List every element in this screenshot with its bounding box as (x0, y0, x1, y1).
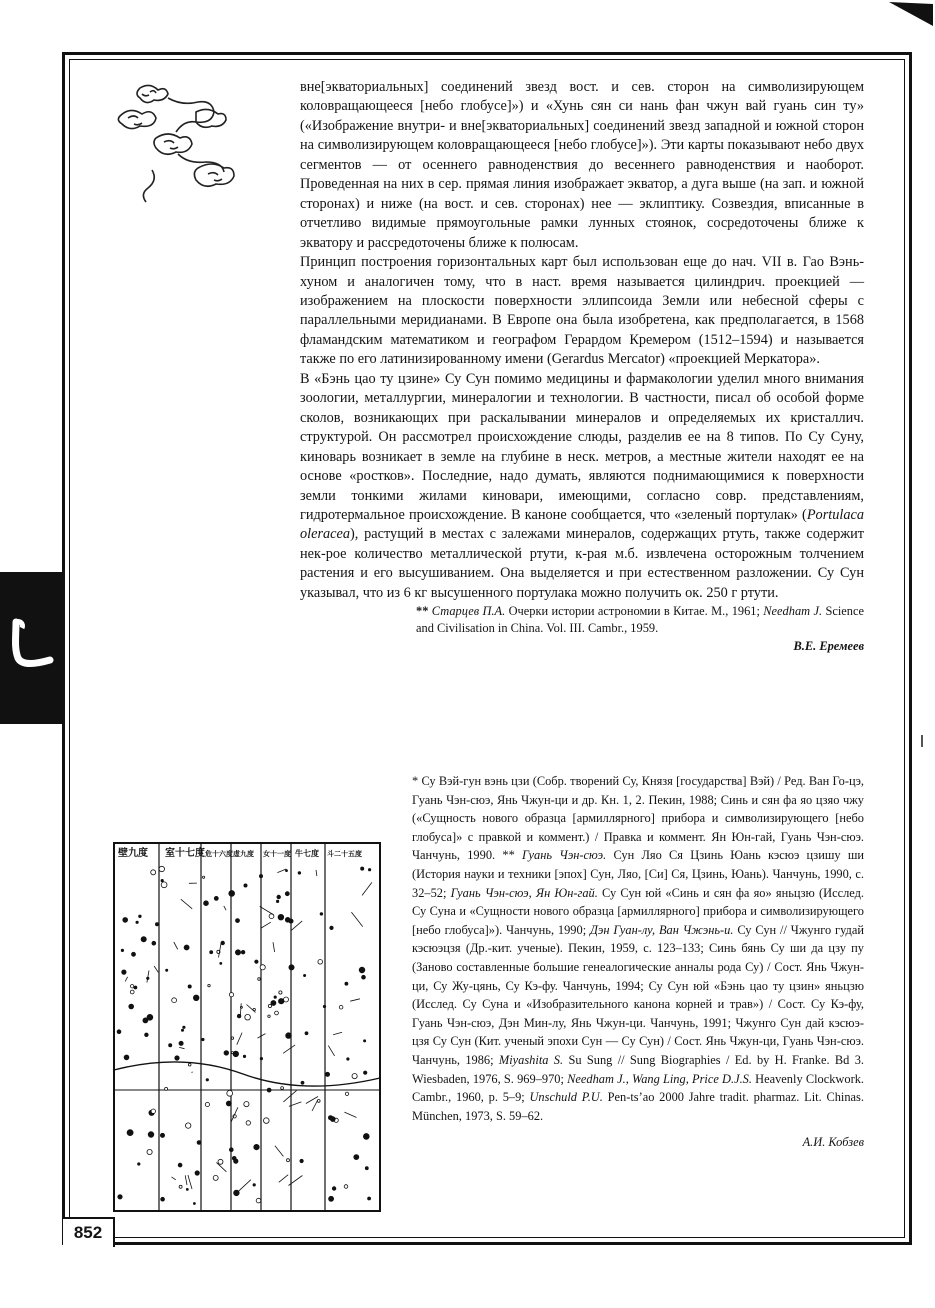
star-dot (213, 1175, 218, 1180)
section-letter-icon (6, 614, 58, 674)
star-dot (320, 913, 323, 916)
star-dot (347, 1058, 349, 1060)
star-dot (259, 875, 262, 878)
star-dot (365, 1167, 368, 1170)
star-dot (276, 900, 278, 902)
star-dot (224, 1051, 229, 1056)
star-dot (124, 1055, 129, 1060)
paragraph-3-part-1: В «Бэнь цао ту цзине» Су Сун помимо медицины и фармакологии уделил много внимания зоологии, металлургии, минералогии и технологии. В частности, писал об особой форме сколов, возникающих при раскалывании минералов и определяемых их кристаллич. структурой. Он рассмотрел происхождение слюды, разделив ее на 8 типов. По Су Суну, киноварь возникает в земле на глубине в неск. метров, а местные жители находят ее на основе «ростков». Последние, надо думать, являются поднимающимися к поверхности земли тонкими жилами киновари, имеющими, согласно совр. представлениям, гидротермальное происхождение. В каноне сообщается, что «зеленый портулак» ( (300, 370, 864, 523)
bib-seg-5: Дэн Гуан-лу, Ван Чжэнь-и. (590, 922, 734, 937)
star-dot (178, 1163, 182, 1167)
star-dot (253, 1184, 255, 1186)
star-dot (218, 1159, 223, 1164)
star-dot (287, 1159, 290, 1162)
column-header-1: 壁九度 (118, 848, 148, 859)
star-dot (148, 1132, 154, 1138)
star-dot (160, 1133, 164, 1137)
star-dot (332, 1187, 336, 1191)
bib-seg-12: Pen-ts’ao 2000 Jahre tradit. pharmaz. Lit. Chinas. München, 1973, S. 59–62. (412, 1090, 864, 1123)
star-dot (254, 1144, 259, 1149)
star-dot (245, 1014, 251, 1020)
star-dot (195, 1171, 199, 1175)
paragraph-1: вне[экваториальных] соединений звезд вост. и сев. сторон на символизирующем коловращающееся [небо глобусе]») и «Хунь сян си нань фан чжун вай гуань син ту» («Изображение внутри- и вне[экваториальных] соединений звезд западной и южной сторон на символизирующем коловращающееся [небо глобусе]»). Эти карты показывают небо двух сегментов — от осеннего равноденствия до весеннего равноденствия и наоборот. Проведенная на них в сер. прямая линия изображает экватор, а дуга выше (на зап. и южной сторонах) и ниже (на вост. и сев. сторонах) нее — эклиптику. Созвездия, вписанные в отчетливо видимые прямоугольные рамки лунных стоянок, сосредоточены ближе к экватору и рассредоточены ближе к полюсам. (300, 79, 864, 251)
star-dot (235, 950, 240, 955)
edge-tick (921, 735, 923, 747)
star-dot (246, 1121, 250, 1125)
star-dot (127, 1130, 133, 1136)
latin-species-name: Portulaca oleracea (300, 506, 864, 543)
star-dot (231, 1052, 233, 1054)
star-dot (145, 1033, 149, 1037)
star-dot (210, 951, 213, 954)
star-dot (152, 941, 156, 945)
star-dot (208, 984, 210, 986)
column-header-2: 室十七度 (165, 848, 205, 859)
star-dot (278, 914, 284, 920)
star-dot (123, 918, 128, 923)
star-dot (345, 1092, 348, 1095)
star-dot (138, 1163, 140, 1165)
references (300, 603, 864, 637)
star-dot (186, 1123, 191, 1128)
star-dot (264, 1118, 270, 1124)
star-dot (285, 892, 289, 896)
star-dot (300, 1159, 303, 1162)
bib-seg-0: * Су Вэй-гун вэнь цзи (Собр. творений Су, Князя [государства] Вэй) / Ред. Ван Го-цэ, Гуань Чэн-сюэ, Янь Чжун-ци и др. Кн. 1, 2. Пекин, 1988; Синь и сян фа яо цзяо чжу («Сущность нового образца [армиллярного] прибора и символизирующего [небо глобуса]» с правкой и коммент.) / Правка и коммент. Ян Юн-гай, Гуань Чэн-сюэ. Чанчунь, 1990. ** (412, 774, 864, 863)
bib-seg-7: Miyashita S. (498, 1052, 564, 1067)
star-dot (236, 919, 240, 923)
paragraph-2: Принцип построения горизонтальных карт был использован еще до нач. VII в. Гао Вэнь-хуном и аналогичен тому, что в наст. время называется цилиндрич. проекцией — изображением на плоскости поверхности эллипсоида Земли или небесной сферы с параллельными меридианами. В Европе она была изобретена, как предполагается, в 1568 фламандским математиком и географом Герардом Кремером (1512–1594) и называется также по его латинизированному имени (Gerardus Mercator) «проекцией Меркатора». (300, 254, 864, 368)
star-dot (184, 945, 189, 950)
bib-seg-4: Су Сун юй «Синь и сян фа яо» яньцзю (Исслед. Су Суна и «Сущности нового образца [армиллярного] прибора и символизирующего [небо глобуса]»). Чанчунь, 1990; (412, 885, 864, 937)
bib-seg-1: Гуань Чэн-сюэ. (522, 848, 607, 863)
bib-seg-2: Сун Ляо Ся Цзинь Юань кэсюэ цзишу ши (История науки и техники [эпох] Сун, Ляо, [Си] Ся, Цзинь, Юань). Чанчунь, 1990, с. 32–52; (412, 848, 864, 900)
paragraph-3-part-2: ), растущий в местах с залежами минералов, содержащих ртуть, также содержит нек-рое количество металлической ртути, к-рая м.б. извлечена осторожным толчением растения и его высушиванием. Она выделяется и при естественном разложении. Су Сун указывал, что из 6 кг высушенного портулака можно получить ок. 250 г ртути. (300, 526, 864, 601)
star-dot (298, 872, 301, 875)
star-dot (181, 1029, 183, 1031)
star-dot (188, 985, 191, 988)
star-dot (368, 869, 370, 871)
star-dot (204, 901, 209, 906)
star-dot (169, 1044, 172, 1047)
star-dot (268, 1015, 270, 1017)
star-map-illustration (113, 842, 381, 1212)
star-dot (244, 1102, 249, 1107)
star-dot (161, 882, 167, 888)
star-dot (205, 1102, 209, 1106)
column-header-6: 牛七度 (295, 848, 319, 858)
paragraph-3 (300, 370, 864, 603)
star-dot (277, 895, 281, 899)
star-dot (330, 926, 333, 929)
article-body (300, 78, 864, 655)
star-dot (301, 1081, 304, 1084)
star-dot (354, 1155, 359, 1160)
star-dot (220, 962, 222, 964)
star-dot (161, 879, 163, 881)
star-dot (130, 985, 133, 988)
bibliography-signature: А.И. Кобзев (802, 1135, 864, 1150)
star-dot (268, 1004, 271, 1007)
star-dot (325, 1072, 329, 1076)
star-dot (286, 1033, 292, 1039)
star-dot (330, 1117, 335, 1122)
star-dot (256, 1198, 261, 1203)
star-dot (279, 999, 284, 1004)
bib-seg-10: Heavenly Clockwork. Cambr., 1960, p. 5–9; (412, 1071, 864, 1105)
star-dot (229, 1148, 233, 1152)
column-header-3: 危十六度 (205, 849, 233, 858)
star-dot (117, 1030, 121, 1034)
star-dot (229, 993, 233, 997)
star-dot (166, 969, 168, 971)
star-dot (359, 967, 365, 973)
star-dot (132, 952, 136, 956)
star-dot (159, 866, 164, 871)
bib-seg-9: Needham J., Wang Ling, Price D.J.S. (567, 1071, 752, 1086)
star-dot (179, 1041, 183, 1045)
star-dot (323, 1005, 325, 1007)
star-dot (179, 1185, 182, 1188)
star-dot (275, 1011, 279, 1015)
star-dot (362, 975, 366, 979)
star-dot (122, 970, 126, 974)
star-dot (175, 1056, 179, 1060)
star-dot (271, 1001, 276, 1006)
star-dot (226, 1101, 231, 1106)
star-dot (318, 960, 323, 965)
star-dot (368, 1197, 371, 1200)
star-dot (155, 923, 158, 926)
ref-text-2: Science and Civilisation in China. Vol. III. Cambr., 1959. (416, 604, 864, 636)
star-dot (352, 1074, 357, 1079)
star-dot (233, 1051, 239, 1057)
star-dot (364, 1040, 366, 1042)
page-number: 852 (63, 1217, 115, 1247)
star-dot (227, 1090, 233, 1096)
star-dot (229, 891, 235, 897)
column-header-5: 女十一度 (263, 849, 291, 858)
star-dot (172, 998, 177, 1003)
column-header-4: 虚九度 (233, 849, 254, 858)
star-dot (143, 1018, 148, 1023)
article-signature: В.Е. Еремеев (793, 639, 864, 654)
star-dot (255, 960, 258, 963)
star-dot (363, 1134, 369, 1140)
star-dot (243, 1055, 245, 1057)
star-dot (161, 1197, 165, 1201)
star-dot (151, 870, 156, 875)
star-dot (203, 876, 205, 878)
star-dot (136, 921, 138, 923)
star-dot (304, 974, 306, 976)
refs-marker: ** (416, 604, 429, 619)
star-dot (188, 1063, 191, 1066)
star-dot (260, 965, 265, 970)
star-dot (281, 1087, 284, 1090)
star-dot (329, 1196, 334, 1201)
bibliography (412, 772, 864, 1152)
star-dot (193, 1203, 195, 1205)
star-dot (214, 896, 218, 900)
corner-arrow-icon (887, 0, 935, 28)
star-dot (129, 1004, 134, 1009)
star-dot (244, 884, 247, 887)
star-dot (186, 1188, 188, 1190)
bib-seg-8: Su Sung // Sung Biographies / Ed. by H. Franke. Bd 3. Wiesbaden, 1976, S. 969–970; (412, 1052, 864, 1086)
star-dot (118, 1195, 122, 1199)
star-dot (147, 1149, 152, 1154)
star-dot (141, 937, 146, 942)
star-dot (364, 1071, 367, 1074)
star-dot (339, 1005, 343, 1009)
star-dot (267, 1088, 271, 1092)
star-dot (274, 996, 276, 998)
bib-seg-3: Гуань Чэн-сюэ, Ян Юн-гай. (450, 885, 598, 900)
star-dot (130, 990, 134, 994)
star-dot (151, 1109, 155, 1113)
star-dot (202, 1038, 204, 1040)
star-dot (232, 1156, 236, 1160)
star-dot (258, 978, 261, 981)
ref-author-2: Needham J. (763, 604, 823, 619)
star-dot (241, 950, 245, 954)
star-dot (286, 870, 288, 872)
star-dot (345, 982, 348, 985)
star-dot (121, 949, 123, 951)
bibliography-text (412, 772, 864, 1125)
star-dot (260, 1057, 262, 1059)
star-dot (165, 1087, 168, 1090)
ref-text-1: Очерки истории астрономии в Китае. М., 1961; (505, 604, 764, 619)
section-tab (0, 572, 64, 724)
star-dot (361, 867, 364, 870)
star-dot (344, 1185, 348, 1189)
star-dot (285, 917, 290, 922)
star-dot (183, 1026, 185, 1028)
star-dot (193, 995, 199, 1001)
star-dot (139, 915, 142, 918)
bib-seg-11: Unschuld P.U. (529, 1090, 603, 1105)
star-dot (279, 991, 282, 994)
star-dot (197, 1141, 201, 1145)
star-dot (206, 1079, 208, 1081)
bib-seg-6: Су Сун // Чжунго гудай кэсюэцзя (Др.-кит. ученые). Пекин, 1959, с. 123–133; Синь бянь Су ши да цзу пу (Заново составленные большие генеалогические анналы рода Су) / Сост. Янь Чжун-ци, Су Жу-цянь, Су Кэ-фу. Чанчунь, 1994; Су Сун юй «Бэнь цао ту цзин» яньцзю (Исслед. Су Суна и «Изобразительного канона корней и трав») / Сост. Су Кэ-фу, Гуань Чэн-сюэ, Дэн Мин-лу, Янь Чжун-ци. Чанчунь, 1991; Чжунго Сун дай кэсюэ-цзя Су Сун (Кит. ученый эпохи Сун — Су Сун) / Сост. Янь Чжун-ци, Гуань Чэн-сюэ. Чанчунь, 1986; (412, 922, 864, 1067)
cloud-ornament-icon (112, 78, 242, 206)
star-dot (305, 1032, 308, 1035)
star-dot (134, 986, 137, 989)
star-dot (289, 965, 294, 970)
star-dot (231, 1037, 233, 1039)
column-header-7: 斗二十五度 (327, 849, 362, 858)
star-dot (317, 1100, 320, 1103)
ref-author-1: Старцев П.А. (431, 604, 506, 619)
